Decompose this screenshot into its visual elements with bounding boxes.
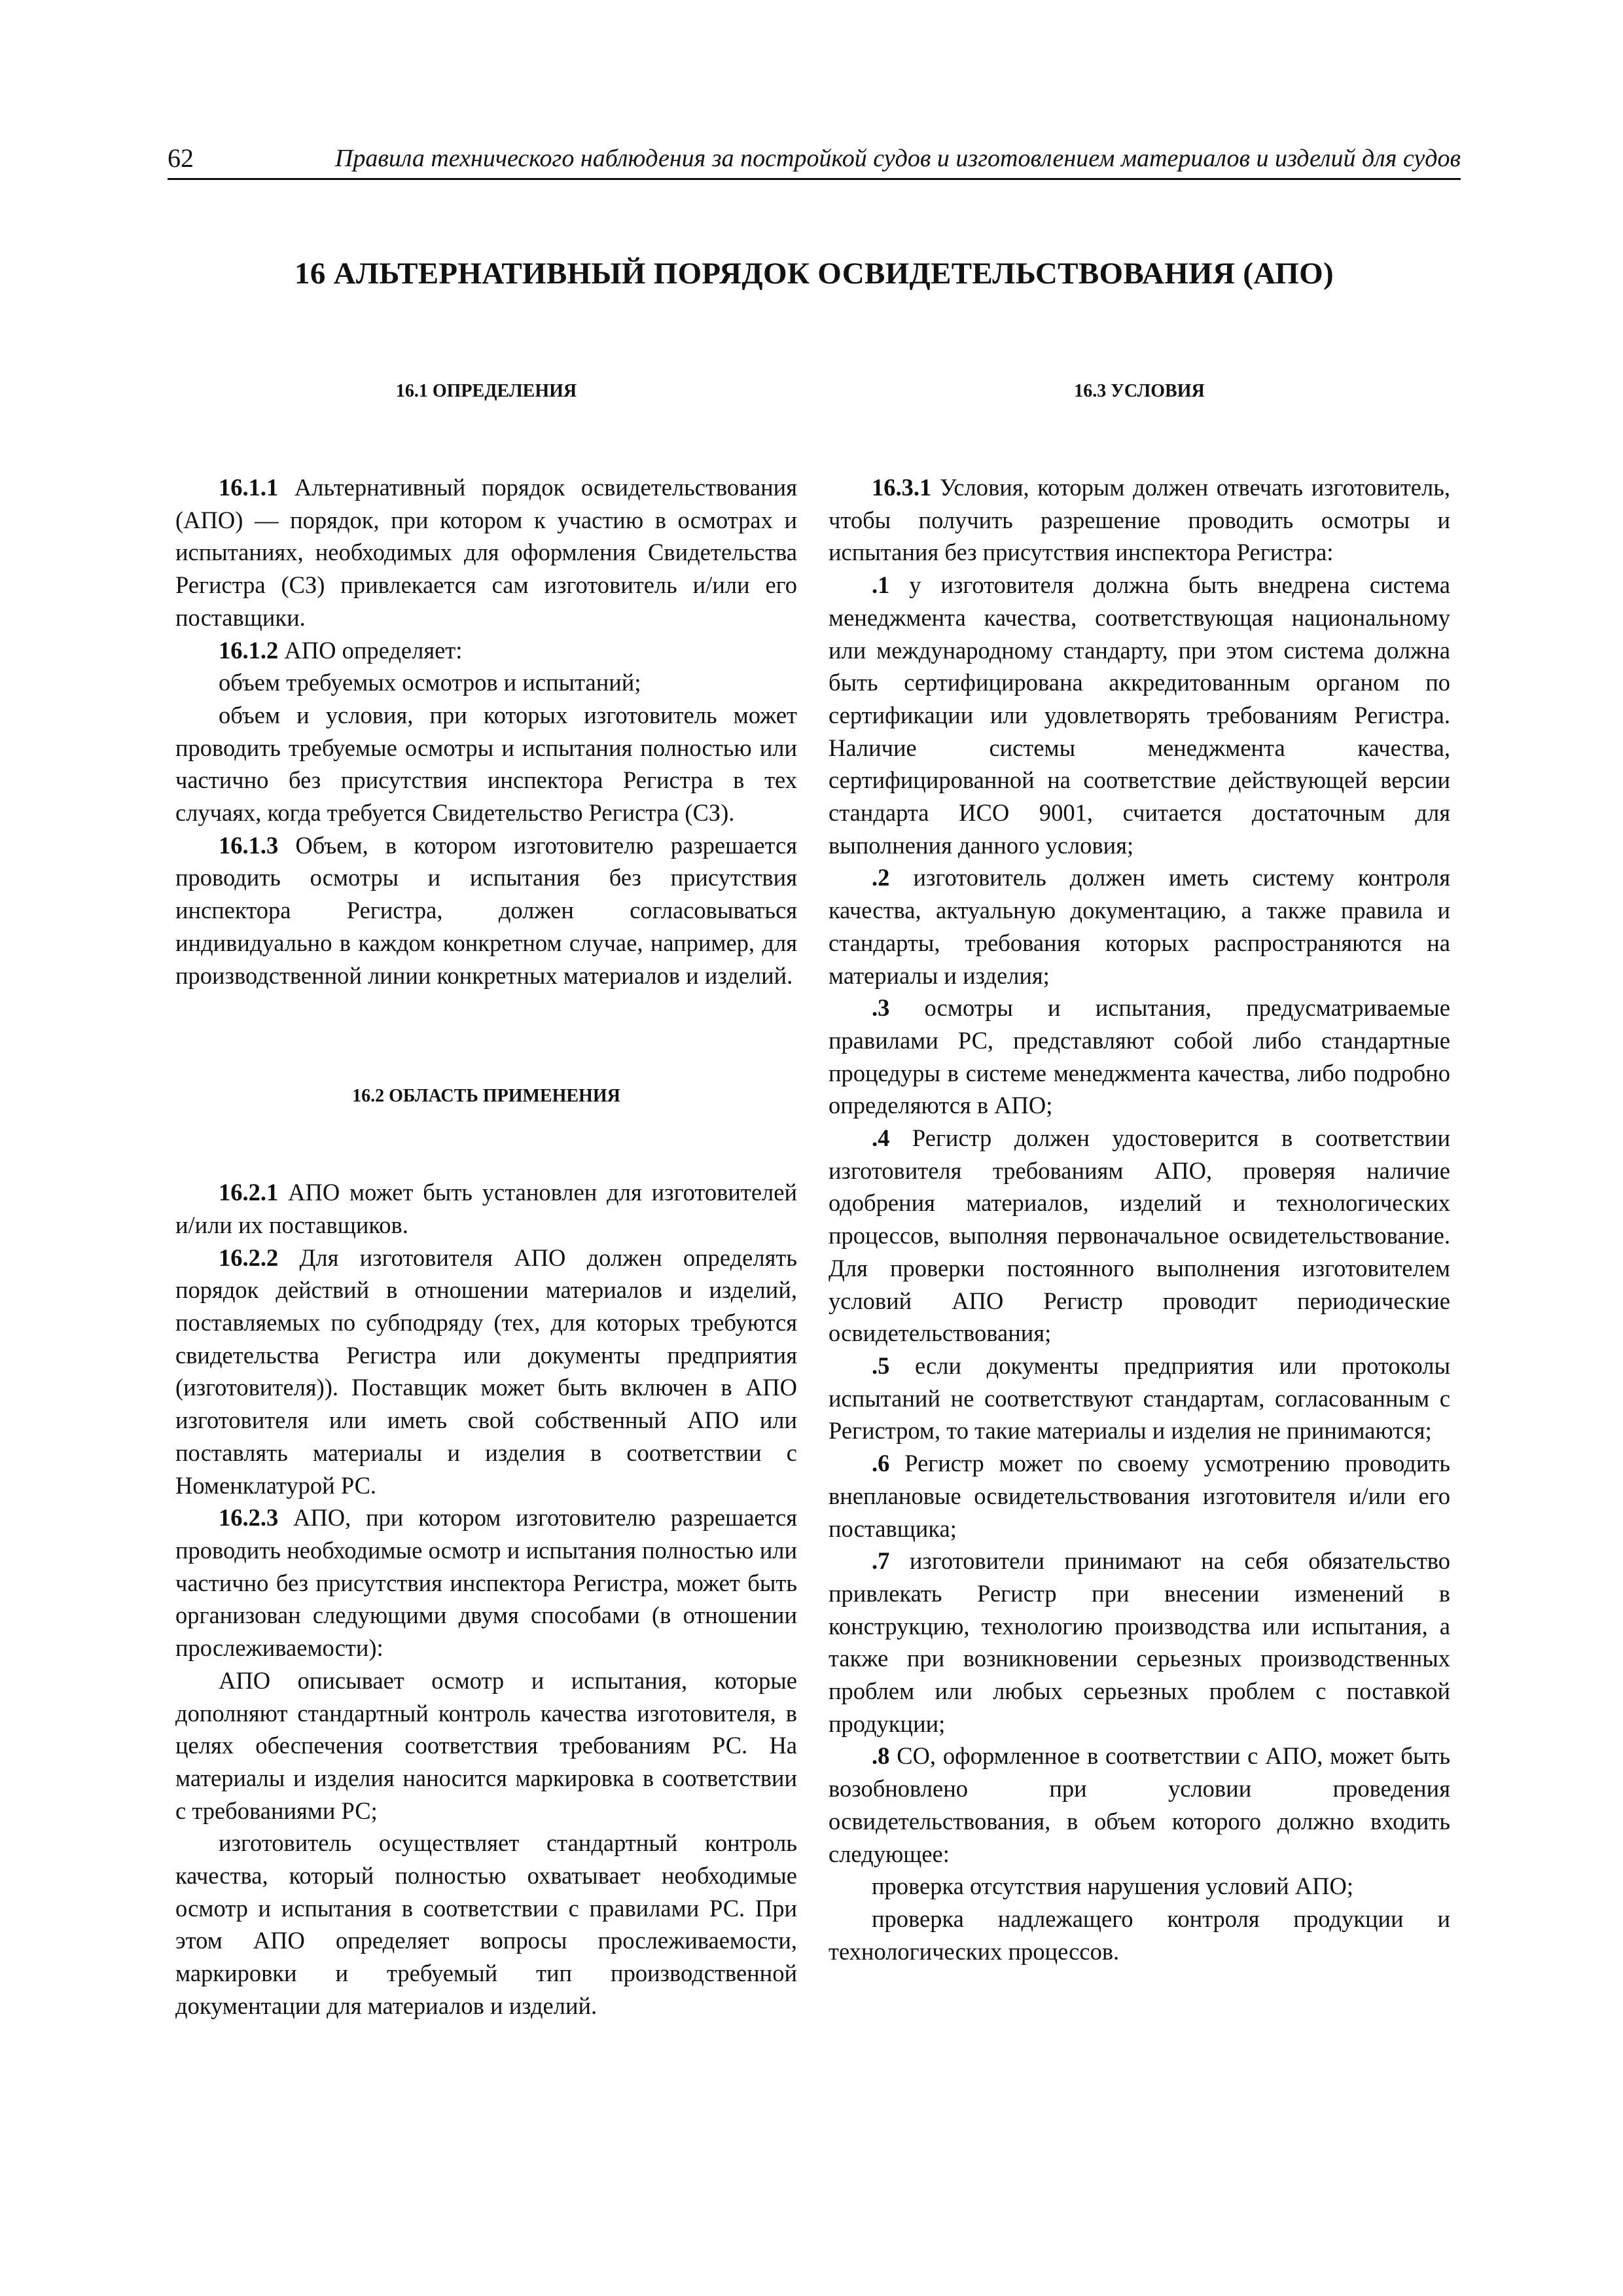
paragraph-text: объем требуемых осмотров и испытаний; bbox=[219, 669, 641, 696]
paragraph-text: АПО определяет: bbox=[278, 636, 463, 664]
paragraph-16-1-2-a bbox=[175, 666, 797, 699]
clause-number: 16.2.1 bbox=[219, 1179, 279, 1206]
item-number: .3 bbox=[872, 994, 890, 1022]
running-header bbox=[168, 140, 1461, 180]
paragraph-16-1-2-b bbox=[175, 699, 797, 829]
clause-number: 16.1.2 bbox=[219, 636, 279, 664]
item-number: .6 bbox=[872, 1450, 890, 1477]
paragraph-16-1-2 bbox=[175, 634, 797, 667]
item-number: .2 bbox=[872, 864, 890, 891]
paragraph-16-2-2 bbox=[175, 1242, 797, 1502]
item-number: .1 bbox=[872, 571, 890, 599]
paragraph-text: АПО описывает осмотр и испытания, которые дополняют стандартный контроль качества изготовителя, в целях обеспечения соответствия требованиям РС. На материалы и изделия наносится маркировка в соответствии с требованиями РС; bbox=[175, 1666, 797, 1824]
chapter-title: 16 АЛЬТЕРНАТИВНЫЙ ПОРЯДОК ОСВИДЕТЕЛЬСТВОВАНИЯ (АПО) bbox=[294, 257, 1334, 291]
list-item-2 bbox=[829, 861, 1450, 992]
paragraph-16-2-3-a bbox=[175, 1664, 797, 1827]
paragraph-text: Регистр должен удостоверится в соответствии изготовителя требованиям АПО, проверяя наличие одобрения материалов, изделий и технологических процессов, выполняя первоначальное освидетельствование. Для проверки постоянного выполнения изготовителем условий АПО Регистр проводит периодические освидетельствования; bbox=[829, 1124, 1450, 1347]
paragraph-text: АПО, при котором изготовителю разрешается проводить необходимые осмотр и испытания полностью или частично без присутствия инспектора Регистра, может быть организован следующими двумя способами (в отношении прослеживаемости): bbox=[175, 1504, 797, 1662]
list-item-6 bbox=[829, 1447, 1450, 1545]
clause-number: 16.1.3 bbox=[219, 831, 279, 859]
list-item-1 bbox=[829, 569, 1450, 861]
list-subitem-2 bbox=[829, 1903, 1450, 1967]
page-number: 62 bbox=[168, 143, 194, 173]
left-column bbox=[175, 380, 797, 2022]
paragraph-text: изготовитель должен иметь систему контроля качества, актуальную документацию, а также правила и стандарты, требования которых распространяются на материалы и изделия; bbox=[829, 864, 1450, 989]
item-number: .5 bbox=[872, 1352, 890, 1379]
paragraph-text: проверка отсутствия нарушения условий АПО; bbox=[872, 1873, 1353, 1900]
clause-number: 16.1.1 bbox=[219, 474, 279, 501]
paragraph-16-3-1 bbox=[829, 471, 1450, 569]
section-heading-16-3: 16.3 УСЛОВИЯ bbox=[1074, 381, 1205, 401]
paragraph-text: СО, оформленное в соответствии с АПО, может быть возобновлено при условии проведения освидетельствования, в объем которого должно входить следующее: bbox=[829, 1742, 1450, 1867]
item-number: .4 bbox=[872, 1124, 890, 1152]
paragraph-16-1-3 bbox=[175, 829, 797, 992]
section-heading-16-2: 16.2 ОБЛАСТЬ ПРИМЕНЕНИЯ bbox=[352, 1086, 620, 1107]
list-item-4 bbox=[829, 1122, 1450, 1350]
paragraph-text: изготовитель осуществляет стандартный контроль качества, который полностью охватывает необходимые осмотр и испытания в соответствии с правилами РС. При этом АПО определяет вопросы прослеживаемости, маркировки и требуемый тип производственной документации для материалов и изделий. bbox=[175, 1829, 797, 2019]
item-number: .7 bbox=[872, 1547, 890, 1575]
paragraph-text: объем и условия, при которых изготовитель может проводить требуемые осмотры и испытания полностью или частично без присутствия инспектора Регистра в тех случаях, когда требуется Свидетельство Регистра (СЗ). bbox=[175, 701, 797, 827]
running-title: Правила технического наблюдения за постройкой судов и изготовлением материалов и изделий для судов bbox=[334, 145, 1461, 172]
paragraph-text: если документы предприятия или протоколы испытаний не соответствуют стандартам, согласованным с Регистром, то такие материалы и изделия не принимаются; bbox=[829, 1352, 1450, 1444]
section-heading-16-1: 16.1 ОПРЕДЕЛЕНИЯ bbox=[395, 381, 577, 401]
list-subitem-1 bbox=[829, 1870, 1450, 1903]
paragraph-16-2-3-b bbox=[175, 1827, 797, 2022]
right-column bbox=[829, 380, 1450, 1967]
paragraph-text: изготовители принимают на себя обязательство привлекать Регистр при внесении изменений в конструкцию, технологию производства или испытания, а также при возникновении серьезных производственных проблем или любых серьезных проблем с поставкой продукции; bbox=[829, 1547, 1450, 1737]
list-item-5 bbox=[829, 1350, 1450, 1447]
paragraph-16-2-1 bbox=[175, 1176, 797, 1241]
item-number: .8 bbox=[872, 1742, 890, 1770]
paragraph-text: проверка надлежащего контроля продукции и технологических процессов. bbox=[829, 1905, 1450, 1965]
list-item-8 bbox=[829, 1740, 1450, 1870]
paragraph-text: у изготовителя должна быть внедрена система менеджмента качества, соответствующая национальному или международному стандарту, при этом система должна быть сертифицирована аккредитованным органом по сертификации или удовлетворять требованиям Регистра. Наличие системы менеджмента качества, сертифицированной на соответствие действующей версии стандарта ИСО 9001, считается достаточным для выполнения данного условия; bbox=[829, 571, 1450, 859]
clause-number: 16.3.1 bbox=[872, 474, 932, 501]
paragraph-text: Объем, в котором изготовителю разрешается проводить осмотры и испытания без присутствия инспектора Регистра, должен согласовываться индивидуально в каждом конкретном случае, например, для производственной линии конкретных материалов и изделий. bbox=[175, 831, 797, 989]
paragraph-text: Альтернативный порядок освидетельствования (АПО) — порядок, при котором к участию в осмотрах и испытаниях, необходимых для оформления Свидетельства Регистра (СЗ) привлекается сам изготовитель и/или его поставщики. bbox=[175, 474, 797, 631]
paragraph-16-2-3 bbox=[175, 1501, 797, 1664]
list-item-7 bbox=[829, 1545, 1450, 1740]
clause-number: 16.2.2 bbox=[219, 1244, 279, 1271]
list-item-3 bbox=[829, 992, 1450, 1122]
paragraph-16-1-1 bbox=[175, 471, 797, 634]
paragraph-text: Условия, которым должен отвечать изготовитель, чтобы получить разрешение проводить осмотры и испытания без присутствия инспектора Регистра: bbox=[829, 474, 1450, 566]
paragraph-text: Для изготовителя АПО должен определять порядок действий в отношении материалов и изделий, поставляемых по субподряду (тех, для которых требуются свидетельства Регистра или документы предприятия (изготовителя)). Поставщик может быть включен в АПО изготовителя или иметь свой собственный АПО или поставлять материалы и изделия в соответствии с Номенклатурой РС. bbox=[175, 1244, 797, 1499]
paragraph-text: Регистр может по своему усмотрению проводить внеплановые освидетельствования изготовителя и/или его поставщика; bbox=[829, 1450, 1450, 1542]
clause-number: 16.2.3 bbox=[219, 1504, 279, 1532]
paragraph-text: осмотры и испытания, предусматриваемые правилами РС, представляют собой либо стандартные процедуры в системе менеджмента качества, либо подробно определяются в АПО; bbox=[829, 994, 1450, 1119]
paragraph-text: АПО может быть установлен для изготовителей и/или их поставщиков. bbox=[175, 1179, 797, 1238]
